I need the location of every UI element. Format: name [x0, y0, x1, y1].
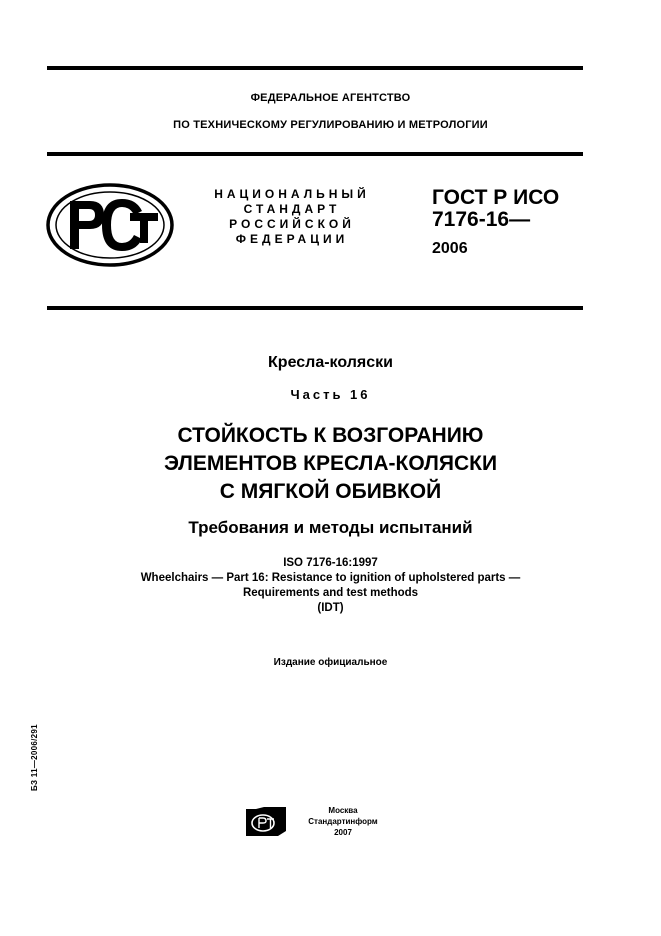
standard-type-line-2: СТАНДАРТ — [243, 202, 341, 216]
general-title: Кресла-коляски — [268, 354, 393, 371]
publisher-city: Москва — [328, 806, 358, 815]
standard-type-line-3: РОССИЙСКОЙ — [229, 217, 355, 231]
top-rule — [47, 66, 583, 70]
iso-reference — [0, 556, 661, 616]
emblem-bottom-rule — [47, 306, 583, 310]
standard-type — [192, 187, 392, 247]
main-title-line-2: ЭЛЕМЕНТОВ КРЕСЛА-КОЛЯСКИ — [163, 452, 498, 475]
main-title-line-3: С МЯГКОЙ ОБИВКОЙ — [219, 480, 442, 503]
header-bottom-rule — [47, 152, 583, 156]
main-title-line-1: СТОЙКОСТЬ К ВОЗГОРАНИЮ — [177, 424, 484, 447]
standard-type-line-4: ФЕДЕРАЦИИ — [235, 232, 349, 246]
subtitle: Требования и методы испытаний — [188, 518, 473, 537]
designation-year: 2006 — [432, 240, 468, 257]
edition-label: Издание официальное — [273, 657, 388, 668]
standard-type-line-1: НАЦИОНАЛЬНЫЙ — [214, 187, 370, 201]
designation-line-2: 7176-16— — [432, 208, 531, 231]
side-code: БЗ 11—2006/291 — [30, 724, 39, 791]
iso-english-title-line-1: Wheelchairs — Part 16: Resistance to ignition of upholstered parts — — [140, 572, 521, 584]
main-title — [0, 422, 661, 506]
publisher-year: 2007 — [334, 828, 352, 837]
standard-designation — [432, 187, 559, 231]
iso-code: ISO 7176-16:1997 — [283, 557, 378, 569]
rst-emblem-icon — [46, 183, 174, 267]
iso-equivalence: (IDT) — [317, 602, 344, 614]
publisher-info — [293, 805, 393, 838]
part-label: Часть 16 — [290, 387, 371, 402]
iso-english-title-line-2: Requirements and test methods — [242, 587, 419, 599]
agency-line-1: ФЕДЕРАЛЬНОЕ АГЕНТСТВО — [250, 92, 411, 104]
publisher-name: Стандартинформ — [308, 817, 378, 826]
standartinform-logo-icon — [246, 807, 286, 837]
agency-line-2: ПО ТЕХНИЧЕСКОМУ РЕГУЛИРОВАНИЮ И МЕТРОЛОГИИ — [173, 119, 488, 131]
designation-line-1: ГОСТ Р ИСО — [432, 186, 560, 209]
